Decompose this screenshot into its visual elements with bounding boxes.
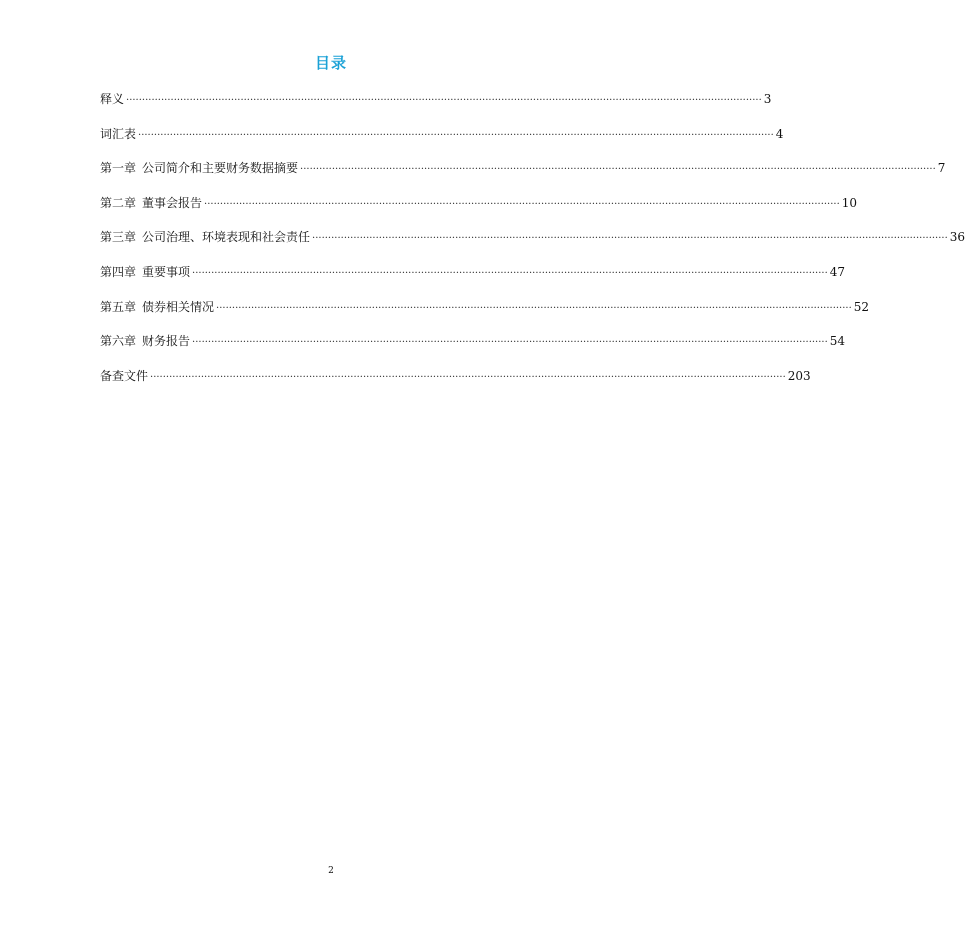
toc-entry-title: 备查文件 <box>100 368 149 383</box>
toc-entry-page: 7 <box>937 161 946 176</box>
toc-entry[interactable] <box>100 263 846 298</box>
toc-leader-dots: ········································································································································································································ <box>216 302 852 314</box>
toc-entry[interactable] <box>100 298 870 333</box>
toc-entry-page: 10 <box>841 195 858 210</box>
toc-entry[interactable] <box>100 159 946 194</box>
toc-leader-dots: ········································································································································································································ <box>192 337 828 349</box>
toc-entry[interactable] <box>100 367 811 402</box>
toc-entry-chapter: 第三章 <box>100 230 137 245</box>
toc-entry-chapter: 第四章 <box>100 264 137 279</box>
toc-entry[interactable] <box>100 332 846 367</box>
toc-entry-title: 债券相关情况 <box>142 299 215 314</box>
toc-leader-dots: ········································································································································································································ <box>204 198 840 210</box>
toc-leader-dots: ········································································································································································································ <box>312 233 948 245</box>
toc-entry-page: 4 <box>775 126 784 141</box>
toc-title: 目录 <box>314 54 347 72</box>
toc-entry[interactable] <box>100 125 784 160</box>
toc-entry-label <box>100 228 310 246</box>
toc-entry-page: 47 <box>829 264 846 279</box>
page-number: 2 <box>328 866 334 876</box>
toc-entry-title: 重要事项 <box>142 264 191 279</box>
toc-leader-dots: ········································································································································································································ <box>126 95 762 106</box>
toc-entry-label <box>100 90 124 108</box>
toc-entry-label <box>100 263 190 281</box>
toc-entry[interactable] <box>100 90 772 125</box>
toc-entry-label <box>100 125 136 143</box>
toc-entry[interactable] <box>100 194 858 229</box>
toc-leader-dots: ········································································································································································································ <box>150 371 786 383</box>
toc-entry-label <box>100 159 298 177</box>
toc-leader-dots: ········································································································································································································ <box>192 267 828 279</box>
toc-entry-title: 公司简介和主要财务数据摘要 <box>142 161 299 176</box>
toc-entry-page: 54 <box>829 334 846 349</box>
toc-entry-page: 36 <box>949 230 965 245</box>
toc-entry-chapter: 第六章 <box>100 334 137 349</box>
toc-entry-label <box>100 194 202 212</box>
toc-entry-title: 释义 <box>100 92 125 106</box>
toc-entry[interactable] <box>100 228 965 263</box>
toc-entry-title: 财务报告 <box>142 334 191 349</box>
toc-entry-page: 52 <box>853 299 870 314</box>
toc-entry-title: 公司治理、环境表现和社会责任 <box>142 230 311 245</box>
toc-leader-dots: ········································································································································································································ <box>300 164 936 176</box>
toc-entry-chapter: 第一章 <box>100 161 137 176</box>
toc-entry-page: 203 <box>787 368 811 383</box>
toc-leader-dots: ········································································································································································································ <box>138 129 774 141</box>
toc-entry-label <box>100 332 190 350</box>
toc-entry-chapter: 第五章 <box>100 299 137 314</box>
toc-entry-label <box>100 298 214 316</box>
table-of-contents <box>100 90 965 401</box>
toc-entry-title: 董事会报告 <box>142 195 203 210</box>
toc-entry-chapter: 第二章 <box>100 195 137 210</box>
toc-entry-label <box>100 367 148 385</box>
toc-entry-title: 词汇表 <box>100 126 137 141</box>
toc-entry-page: 3 <box>763 92 772 106</box>
